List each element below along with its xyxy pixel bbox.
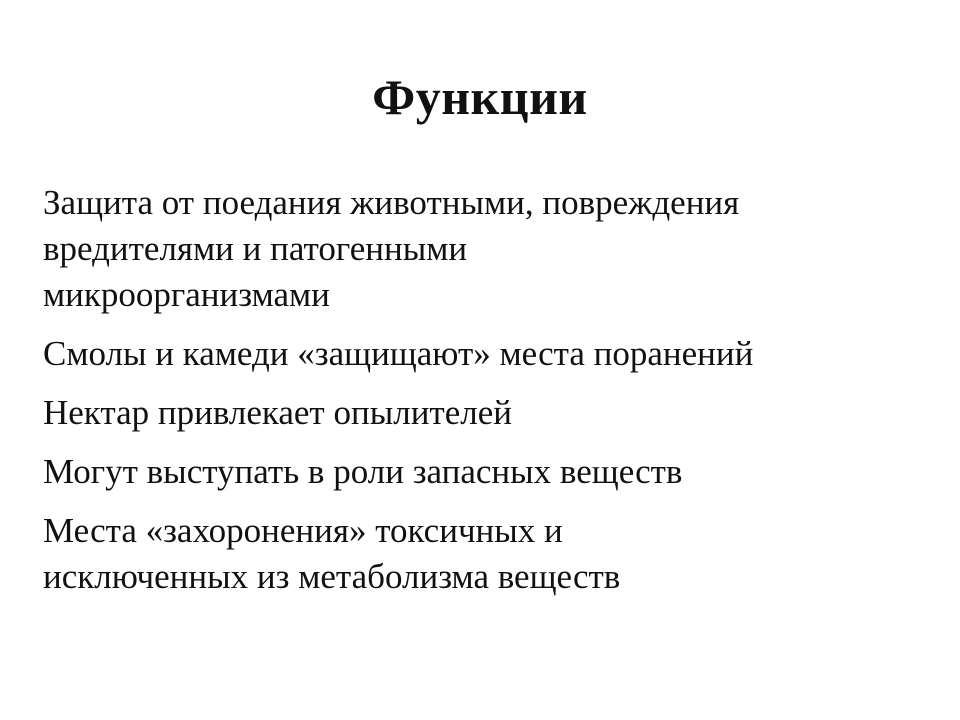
functions-list [43, 180, 903, 613]
list-item-text: Места «захоронения» токсичных и [43, 511, 563, 550]
list-item-text: Нектар привлекает опылителей [43, 393, 512, 432]
list-item-text: вредителями и патогенными [43, 229, 468, 268]
list-item [43, 449, 903, 495]
list-item-text: исключенных из метаболизма веществ [43, 557, 621, 596]
list-item [43, 331, 903, 377]
list-item [43, 180, 903, 318]
list-item-text: Могут выступать в роли запасных веществ [43, 452, 683, 491]
list-item-text: Смолы и камеди «защищают» места поранений [43, 334, 754, 373]
list-item [43, 390, 903, 436]
list-item-text: микроорганизмами [43, 275, 330, 314]
list-item [43, 508, 903, 600]
slide-title: Функции [372, 69, 588, 125]
list-item-text: Защита от поедания животными, повреждения [43, 183, 740, 222]
